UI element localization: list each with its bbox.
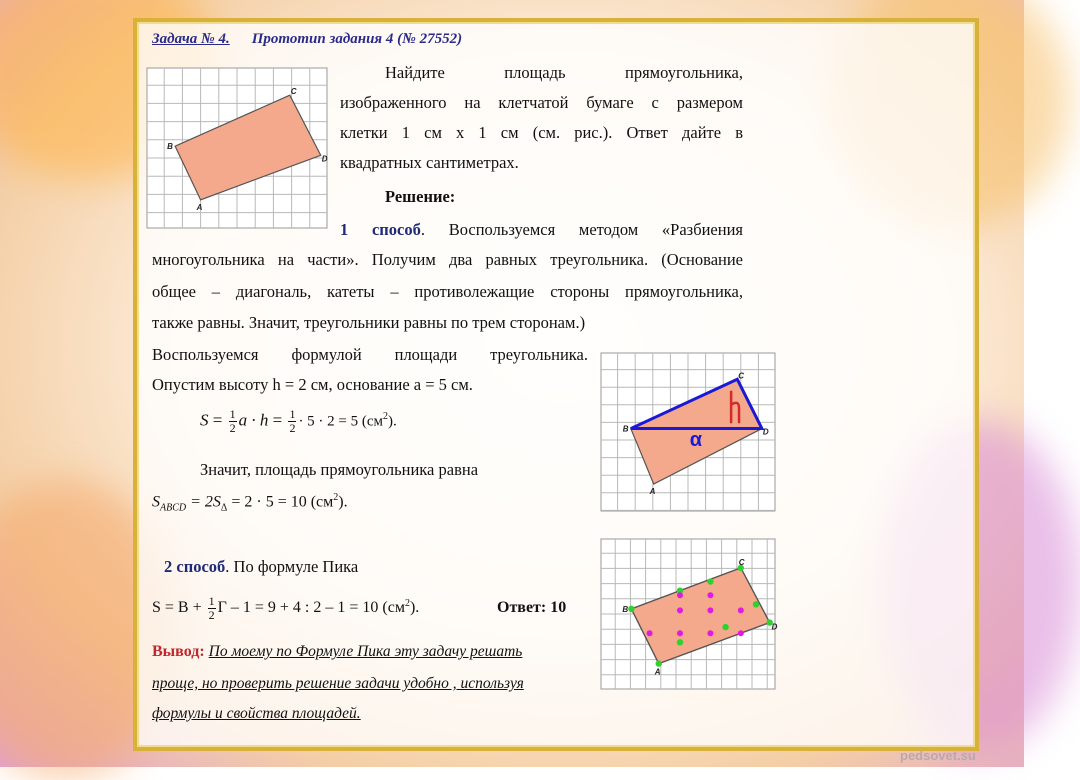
vertex-b-label: B bbox=[622, 604, 629, 614]
base-alpha-label: α bbox=[689, 429, 703, 452]
interior-point bbox=[738, 607, 744, 613]
method1-line-2: многоугольника на части». Получим два равных треугольника. (Основание bbox=[152, 250, 743, 269]
task-title bbox=[152, 30, 462, 48]
interior-point bbox=[677, 630, 683, 636]
figure-rectangle bbox=[146, 67, 328, 229]
method1-line-1: 1 способ. Воспользуемся методом «Разбиения bbox=[340, 220, 743, 239]
task-prototype: Прототип задания 4 (№ 27552) bbox=[251, 31, 463, 47]
vertex-c-label: C bbox=[290, 87, 297, 97]
vertex-d-label: D bbox=[771, 622, 778, 632]
problem-line-4: квадратных сантиметрах. bbox=[340, 153, 519, 172]
method1-line-6: Опустим высоту h = 2 см, основание а = 5 см. bbox=[152, 375, 473, 394]
interior-point bbox=[707, 592, 713, 598]
interior-point bbox=[677, 592, 683, 598]
figure-pick-points bbox=[600, 538, 776, 690]
problem-line-2: изображенного на клетчатой бумаге с размером bbox=[340, 93, 743, 112]
vertex-d-label: D bbox=[321, 154, 328, 164]
answer: Ответ: 10 bbox=[497, 599, 567, 616]
method2-line: 2 способ. По формуле Пика bbox=[164, 557, 359, 576]
triangle-area-formula: S = $\frac{1}{2}$ a · h = $\frac{1}{2}$ · 5 · 2 = 5 $(см^2)$. bbox=[200, 407, 397, 435]
interior-point bbox=[677, 607, 683, 613]
vertex-d-label: D bbox=[762, 427, 769, 437]
method1-line-4: также равны. Значит, треугольники равны по трем сторонам.) bbox=[152, 313, 586, 332]
interior-point bbox=[707, 607, 713, 613]
vertex-c-label: C bbox=[738, 557, 745, 567]
boundary-point bbox=[707, 578, 713, 584]
interior-point bbox=[647, 630, 653, 636]
vertex-b-label: B bbox=[167, 142, 173, 152]
boundary-point bbox=[656, 660, 662, 666]
vertex-a-label: A bbox=[196, 202, 203, 212]
vertex-c-label: C bbox=[738, 371, 745, 381]
conclusion-line-2: проще, но проверить решение задачи удобно , используя bbox=[152, 675, 524, 692]
problem-line-1: Найдите площадь прямоугольника, bbox=[385, 63, 743, 82]
conclusion-label: Вывод: bbox=[152, 643, 205, 660]
vertex-b-label: B bbox=[622, 424, 629, 434]
method1-label: 1 способ bbox=[340, 220, 421, 239]
watermark: pedsovet.su bbox=[900, 748, 976, 763]
method1-line-3: общее – диагональ, катеты – противолежащие стороны прямоугольника, bbox=[152, 282, 743, 301]
task-number: Задача № 4. bbox=[152, 31, 230, 47]
boundary-point bbox=[677, 639, 683, 645]
boundary-point bbox=[753, 601, 759, 607]
rectangle-area-formula: $S_{ABCD} = 2S_\Delta = 2 \cdot 5 = 10$ $(см^2)$. bbox=[152, 492, 348, 514]
figure-triangle-split bbox=[600, 352, 776, 512]
interior-point bbox=[707, 630, 713, 636]
method2-label: 2 способ bbox=[164, 557, 226, 576]
boundary-point bbox=[722, 624, 728, 630]
pick-formula: S = В + $\frac{1}{2}$ Г – 1 = 9 + 4 : 2 – 1 = 10 $(см^2)$. bbox=[152, 594, 420, 622]
conclusion-line-1: Вывод: По моему по Формуле Пика эту задачу решать bbox=[152, 643, 523, 660]
vertex-a-label: A bbox=[649, 487, 656, 496]
boundary-point bbox=[628, 606, 634, 612]
method1-conclusion: Значит, площадь прямоугольника равна bbox=[200, 460, 479, 479]
solution-heading: Решение: bbox=[385, 187, 456, 206]
interior-point bbox=[738, 630, 744, 636]
problem-line-3: клетки 1 см х 1 см (см. рис.). Ответ дайте в bbox=[340, 123, 743, 142]
method1-line-5: Воспользуемся формулой площади треугольника. bbox=[152, 345, 588, 364]
conclusion-line-3: формулы и свойства площадей. bbox=[152, 705, 361, 722]
vertex-a-label: A bbox=[654, 667, 661, 677]
